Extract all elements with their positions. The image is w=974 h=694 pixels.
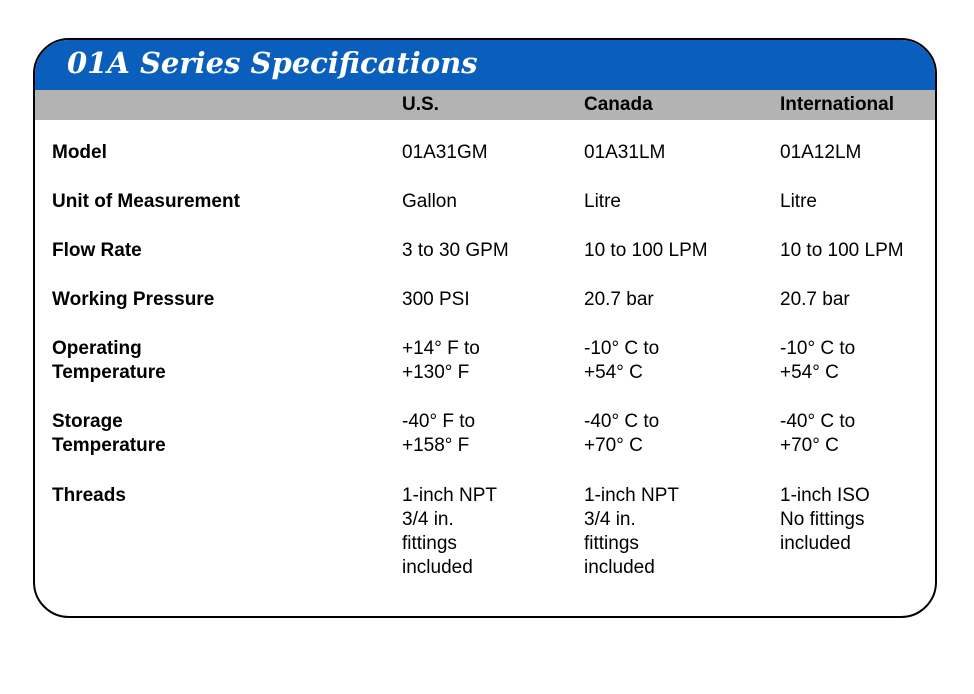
cell-us: 1-inch NPT 3/4 in. fittings included <box>402 485 498 578</box>
cell-international: -10° C to +54° C <box>780 338 856 383</box>
row-label: Threads <box>52 485 126 506</box>
cell-us: +14° F to +130° F <box>402 338 480 383</box>
spec-card <box>33 38 937 618</box>
row-label: Working Pressure <box>52 289 215 310</box>
cell-canada: 10 to 100 LPM <box>584 240 708 261</box>
row-label: Storage Temperature <box>52 411 166 456</box>
column-header-international: International <box>780 94 895 115</box>
cell-canada: -40° C to +70° C <box>584 411 660 456</box>
column-header-canada: Canada <box>584 94 653 115</box>
cell-international: 20.7 bar <box>780 289 850 310</box>
title-bar <box>35 40 935 90</box>
page-title: 01A Series Specifications <box>67 46 478 80</box>
row-label: Operating Temperature <box>52 338 166 383</box>
cell-us: 01A31GM <box>402 142 488 163</box>
row-label: Unit of Measurement <box>52 191 240 212</box>
cell-international: 1-inch ISO No fittings included <box>780 485 870 554</box>
cell-canada: Litre <box>584 191 621 212</box>
cell-international: 10 to 100 LPM <box>780 240 904 261</box>
column-header-row <box>35 90 935 120</box>
cell-canada: 1-inch NPT 3/4 in. fittings included <box>584 485 680 578</box>
cell-canada: -10° C to +54° C <box>584 338 660 383</box>
row-label: Model <box>52 142 107 163</box>
cell-canada: 20.7 bar <box>584 289 654 310</box>
column-header-us: U.S. <box>402 94 439 115</box>
cell-international: 01A12LM <box>780 142 862 163</box>
cell-us: Gallon <box>402 191 457 212</box>
cell-international: -40° C to +70° C <box>780 411 856 456</box>
cell-us: 300 PSI <box>402 289 470 310</box>
cell-international: Litre <box>780 191 817 212</box>
row-label: Flow Rate <box>52 240 142 261</box>
cell-us: 3 to 30 GPM <box>402 240 509 261</box>
cell-us: -40° F to +158° F <box>402 411 476 456</box>
cell-canada: 01A31LM <box>584 142 666 163</box>
